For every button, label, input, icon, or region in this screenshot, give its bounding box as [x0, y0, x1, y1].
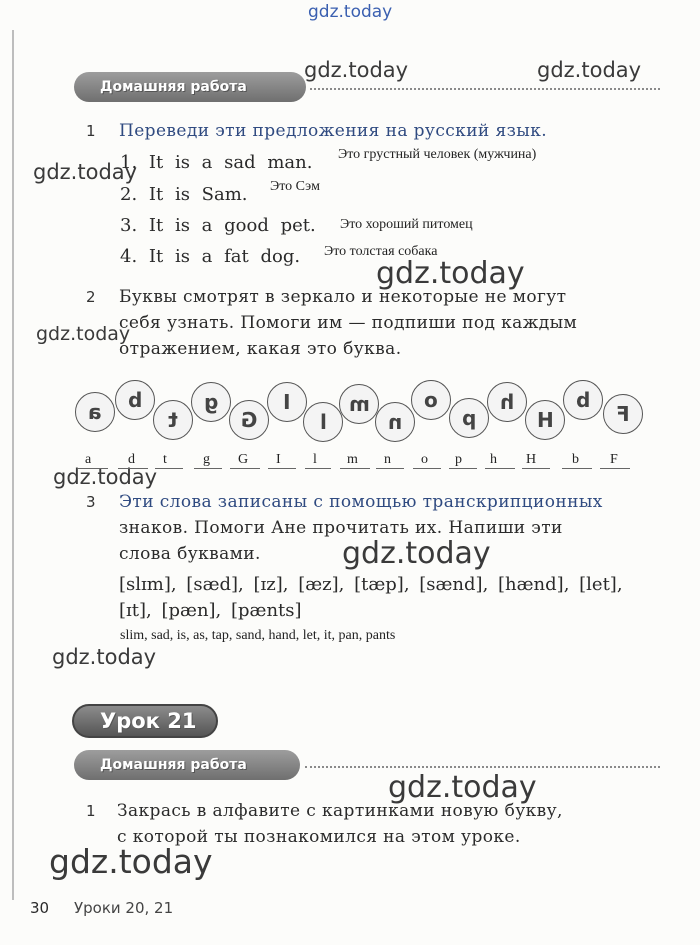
mirrored-letter-bubble: b — [115, 380, 155, 420]
task-instruction-line: себя узнать. Помоги им — подпиши под каждым — [119, 313, 578, 333]
task-instruction-line: с которой ты познакомился на этом уроке. — [117, 827, 521, 847]
task-instruction-line: Закрась в алфавите с картинками новую букву, — [117, 801, 563, 821]
mirrored-letter-bubble: o — [411, 380, 451, 420]
letter-answer: b — [572, 452, 579, 467]
mirrored-letter-bubble: l — [303, 402, 343, 442]
letter-answer: m — [347, 452, 358, 467]
letter-answer: g — [203, 452, 210, 467]
answer-underline — [118, 468, 148, 469]
transcription-line: [ɪt], [pæn], [pænts] — [119, 600, 302, 621]
letter-answer: h — [490, 452, 497, 467]
letter-answer: o — [421, 452, 428, 467]
task-instruction-line: знаков. Помоги Ане прочитать их. Напиши эти — [119, 518, 563, 538]
watermark: gdz.today — [304, 58, 409, 82]
mirrored-letters-illustration — [75, 372, 655, 452]
letter-answer: I — [276, 452, 281, 467]
mirrored-letter-bubble: G — [229, 400, 269, 440]
header-dotted-line — [305, 766, 660, 768]
task-instruction-line: Буквы смотрят в зеркало и некоторые не могут — [119, 287, 567, 307]
answer-underline — [78, 468, 108, 469]
answer-4: Это толстая собака — [324, 244, 438, 259]
answer-underline — [600, 468, 630, 469]
mirrored-letter-bubble: h — [487, 382, 527, 422]
answer-underline — [194, 468, 222, 469]
answer-underline — [376, 468, 404, 469]
answer-1: Это грустный человек (мужчина) — [338, 147, 537, 162]
mirrored-letter-bubble: g — [191, 382, 231, 422]
watermark: gdz.today — [52, 645, 157, 669]
answer-underline — [562, 468, 592, 469]
header-dotted-line — [310, 88, 660, 90]
homework-header: Домашняя работа — [74, 72, 306, 102]
mirrored-letter-bubble: m — [339, 384, 379, 424]
letter-answer: H — [526, 452, 537, 467]
answer-underline — [413, 468, 441, 469]
task-number: 2 — [86, 288, 96, 306]
letter-answer: n — [384, 452, 391, 467]
answer-2: Это Сэм — [270, 179, 320, 194]
answer-3: Это хороший питомец — [340, 217, 473, 232]
letter-answer: a — [85, 452, 92, 467]
watermark: gdz.today — [388, 770, 537, 805]
answer-underline — [522, 468, 550, 469]
answer-underline — [268, 468, 296, 469]
task-number: 3 — [86, 493, 96, 511]
letter-answer: l — [313, 452, 317, 467]
mirrored-letter-bubble: p — [449, 398, 489, 438]
answer-underline — [340, 468, 370, 469]
answer-underline — [155, 468, 183, 469]
mirrored-letter-bubble: a — [75, 392, 115, 432]
task-number: 1 — [86, 802, 96, 820]
task-instruction-line: Эти слова записаны с помощью транскрипционных — [119, 492, 603, 512]
task-instruction-line: отражением, какая это буква. — [119, 339, 402, 359]
letter-answer: d — [128, 452, 135, 467]
answer-underline — [305, 468, 331, 469]
transcription-answer: slim, sad, is, as, tap, sand, hand, let, it, pan, pants — [120, 628, 396, 643]
sentence-3: 3. It is a good pet. — [120, 215, 316, 236]
letter-answer: G — [238, 452, 249, 467]
watermark: gdz.today — [33, 160, 138, 184]
watermark: gdz.today — [342, 536, 491, 571]
transcription-line: [slɪm], [sæd], [ɪz], [æz], [tæp], [sænd], [hænd], [let], — [119, 574, 623, 595]
footer-title: Уроки 20, 21 — [74, 899, 174, 917]
mirrored-letter-bubble: n — [375, 402, 415, 442]
mirrored-letter-bubble: H — [525, 400, 565, 440]
watermark: gdz.today — [376, 256, 525, 291]
letter-answer: p — [455, 452, 462, 467]
answer-underline — [449, 468, 477, 469]
mirrored-letter-bubble: I — [267, 382, 307, 422]
lesson-badge: Урок 21 — [72, 704, 218, 738]
answer-underline — [230, 468, 260, 469]
sentence-2: 2. It is Sam. — [120, 184, 248, 205]
task-instruction-line: слова буквами. — [119, 544, 261, 564]
task-number: 1 — [86, 122, 96, 140]
page-number: 30 — [30, 899, 50, 917]
watermark: gdz.today — [49, 842, 213, 881]
mirrored-letter-bubble: t — [153, 400, 193, 440]
letter-answer: F — [610, 452, 618, 467]
letter-answer: t — [163, 452, 167, 467]
watermark: gdz.today — [537, 58, 642, 82]
mirrored-letter-bubble: b — [563, 380, 603, 420]
mirrored-letter-bubble: F — [603, 394, 643, 434]
watermark: gdz.today — [53, 465, 158, 489]
sentence-1: 1. It is a sad man. — [120, 152, 313, 173]
sentence-4: 4. It is a fat dog. — [120, 246, 301, 267]
page-margin-rule — [12, 30, 14, 900]
watermark-top: gdz.today — [308, 2, 393, 22]
answer-underline — [485, 468, 515, 469]
task-instruction: Переведи эти предложения на русский язык. — [119, 121, 548, 141]
homework-header: Домашняя работа — [74, 750, 300, 780]
watermark: gdz.today — [36, 323, 131, 345]
